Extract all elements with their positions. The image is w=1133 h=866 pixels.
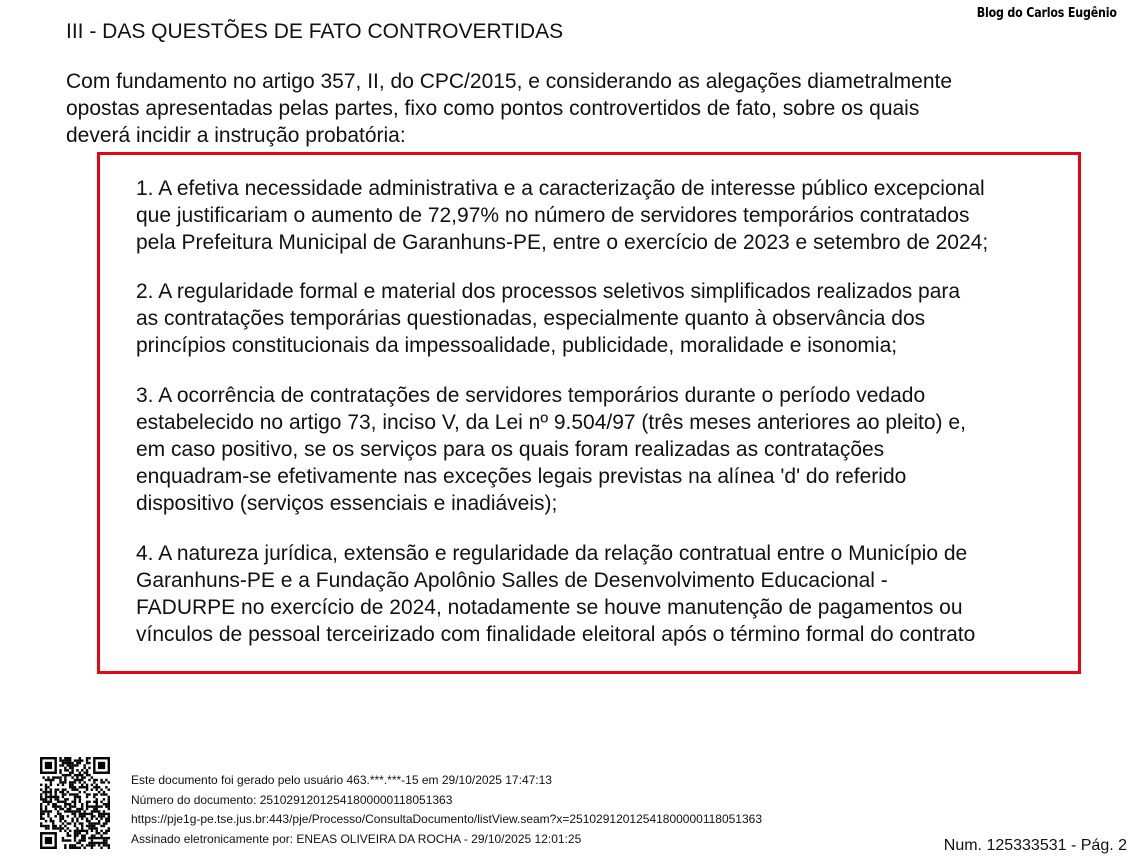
intro-line: opostas apresentadas pelas partes, fixo como pontos controvertidos de fato, sobre os quais: [66, 97, 920, 120]
blog-watermark: Blog do Carlos Eugênio: [976, 6, 1117, 21]
point-line: FADURPE no exercício de 2024, notadamente se houve manutenção de pagamentos ou: [136, 596, 963, 619]
point-line: enquadram-se efetivamente nas exceções legais previstas na alínea 'd' do referido: [136, 465, 907, 488]
point-line: 1. A efetiva necessidade administrativa e a caracterização de interesse público excepcional: [136, 177, 985, 200]
point-line: 2. A regularidade formal e material dos processos seletivos simplificados realizados para: [136, 280, 961, 303]
controverted-point-3: [136, 382, 966, 517]
point-line: dispositivo (serviços essenciais e inadiáveis);: [136, 492, 558, 515]
document-url-line[interactable]: https://pje1g-pe.tse.jus.br:443/pje/Processo/ConsultaDocumento/listView.seam?x=25102912012541800000118051363: [131, 812, 763, 827]
point-line: as contratações temporárias questionadas, especialmente quanto à observância dos: [136, 307, 926, 330]
point-line: vínculos de pessoal terceirizado com finalidade eleitoral após o término formal do contrato: [136, 623, 976, 646]
controverted-point-2: [136, 278, 960, 359]
point-line: em caso positivo, se os serviços para os quais foram realizadas as contratações: [136, 438, 885, 461]
point-line: Garanhuns-PE e a Fundação Apolônio Salles de Desenvolvimento Educacional -: [136, 569, 888, 592]
point-line: 3. A ocorrência de contratações de servidores temporários durante o período vedado: [136, 384, 926, 407]
point-line: 4. A natureza jurídica, extensão e regularidade da relação contratual entre o Município de: [136, 542, 968, 565]
point-line: estabelecido no artigo 73, inciso V, da Lei nº 9.504/97 (três meses anteriores ao pleito) e,: [136, 411, 966, 434]
intro-paragraph: [66, 68, 1066, 149]
document-number-line: Número do documento: 25102912012541800000118051363: [131, 792, 453, 807]
point-line: que justificariam o aumento de 72,97% no número de servidores temporários contratados: [136, 204, 970, 227]
intro-line: Com fundamento no artigo 357, II, do CPC/2015, e considerando as alegações diametralmente: [66, 70, 953, 93]
controverted-points-box: [97, 152, 1081, 674]
intro-line: deverá incidir a instrução probatória:: [66, 124, 406, 147]
page-number: Num. 125333531 - Pág. 2: [943, 837, 1127, 854]
point-line: pela Prefeitura Municipal de Garanhuns-PE, entre o exercício de 2023 e setembro de 2024;: [136, 231, 989, 254]
generated-by-line: Este documento foi gerado pelo usuário 463.***.***-15 em 29/10/2025 17:47:13: [131, 773, 552, 787]
signed-by-line: Assinado eletronicamente por: ENEAS OLIVEIRA DA ROCHA - 29/10/2025 12:01:25: [131, 831, 582, 846]
section-title: III - DAS QUESTÕES DE FATO CONTROVERTIDAS: [66, 20, 564, 43]
point-line: princípios constitucionais da impessoalidade, publicidade, moralidade e isonomia;: [136, 334, 898, 357]
controverted-point-1: [136, 175, 988, 256]
document-metadata: [131, 771, 762, 849]
controverted-point-4: [136, 540, 975, 648]
qr-code-icon: [40, 757, 110, 849]
